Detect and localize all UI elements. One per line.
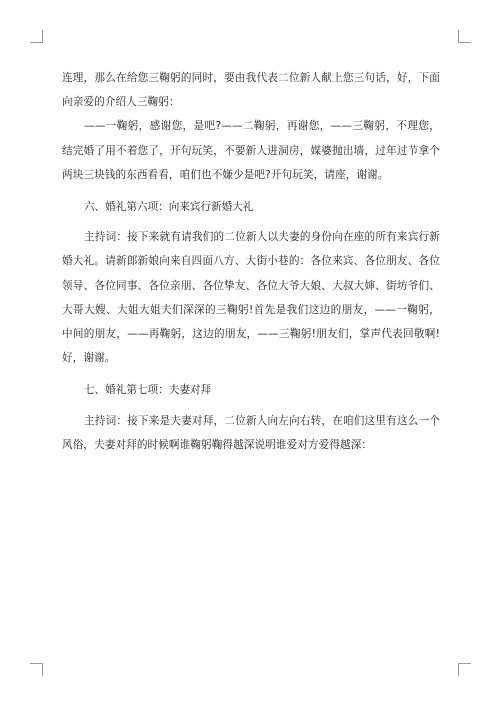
crop-mark-bottom-right [458, 663, 471, 676]
crop-mark-bottom-left [30, 663, 43, 676]
section-heading-six: 六、婚礼第六项：向来宾行新婚大礼 [84, 201, 254, 214]
paragraph-bows-to-guests: 主持词：接下来就有请我们的二位新人以夫妻的身份向在座的所有来宾行新婚大礼。请新郎新娘向来自四面八方、大街小巷的：各位来宾、各位朋友、各位领导、各位同事、各位亲朋、各位挚友、各位大爷大娘、大叔大婶、街坊爷们、大哥大嫂、大姐大姐夫们深深的三鞠躬!首先是我们这边的朋友，——一鞠躬，中间的朋友，——再鞠躬，这边的朋友，——三鞠躬!朋友们，掌声代表回敬啊!好，谢谢。 [62, 231, 440, 365]
crop-mark-top-left [30, 30, 43, 43]
section-heading-seven: 七、婚礼第七项：夫妻对拜 [84, 384, 212, 397]
paragraph-continuation: 连理，那么在给您三鞠躬的同时，要由我代表二位新人献上您三句话，好，下面向亲爱的介绍人三鞠躬： [62, 72, 440, 109]
crop-mark-top-right [458, 30, 471, 43]
paragraph-bows-to-introducer: ——一鞠躬，感谢您，是吧?——二鞠躬，再谢您，——三鞠躬，不理您，结完婚了用不着您了，开句玩笑，不要新人进洞房，媒婆抛出墙，过年过节拿个两块三块钱的东西看看，咱们也不嫌少是吧?开句玩笑，请座，谢谢。 [62, 120, 440, 181]
document-body [62, 66, 440, 457]
paragraph-couple-bow: 主持词：接下来是夫妻对拜，二位新人向左向右转，在咱们这里有这么一个风俗，夫妻对拜的时候啊谁鞠躬鞠得越深说明谁爱对方爱得越深： [62, 414, 440, 451]
